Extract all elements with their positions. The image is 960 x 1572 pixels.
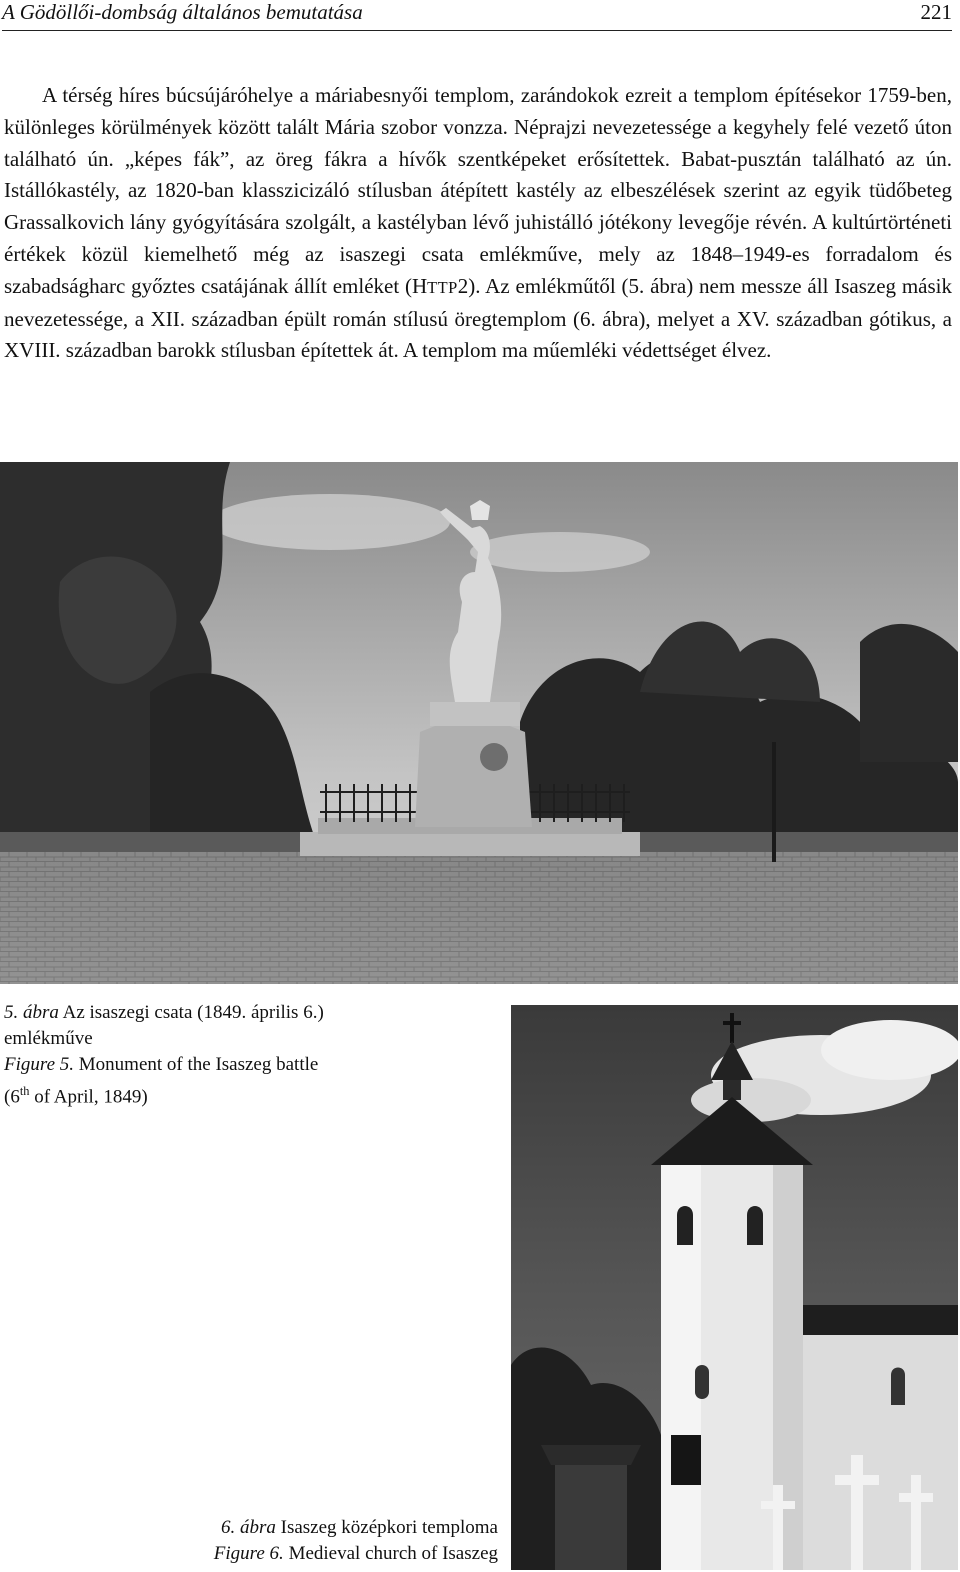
figure-5-date-post: of April, 1849) [34,1086,148,1108]
figure-5-caption-en-line-2 [4,1078,404,1110]
figure-6-label-en: Figure 6. [213,1543,284,1564]
running-title: A Gödöllői-dombság általános bemutatása [2,0,363,24]
citation-smallcaps: TTP [427,277,458,297]
body-text-part-1: A térség híres búcsújáróhelye a máriabesnyői templom, zarándokok ezreit a templom építésekor 1759-ben, különleges körülmények között talált Mária szobor vonzza. Néprajzi nevezetessége a kegyhely felé vezető úton található ún. „képes fák”, az öreg fákra a hívők szentképeket erősítettek. Babat-pusztán található az ún. Istállókastély, az 1820-ban klasszicizáló stílusban átépített kastély az elbeszélések szerint az egyik tüdőbeteg Grassalkovich lány gyógyítására szolgált, a kastélyban lévő juhistálló jótékony levegője révén. A kultúrtörténeti értékek közül kiemelhető még az isaszegi csata emlékműve, mely az 1848–1949-es forradalom és szabadságharc győztes csatájának állít emléket ( [4,83,952,298]
figure-5-photo [0,462,958,984]
figure-5-date-sup: th [19,1084,30,1098]
figure-5-caption [4,1000,404,1110]
figure-6-label-hu: 6. ábra [220,1517,276,1538]
figure-5-text-hu-a: Az isaszegi csata (1849. április 6.) [62,1002,324,1023]
citation-number: 2 [457,273,469,298]
running-header [2,0,952,31]
figure-6-caption [100,1515,498,1567]
body-text-part-2: ). Az emlékműtől (5. ábra) nem messze áll Isaszeg másik nevezetessége, a XII. században épült román stílusú öregtemplom (6. ábra), melyet a XV. században gótikus, a XVIII. században barokk stílusban építettek át. A templom ma műemléki védettséget élvez. [4,273,952,363]
figure-5-label-hu: 5. ábra [4,1002,59,1023]
figure-5-text-en-a: Monument of the Isaszeg battle [78,1054,319,1075]
figure-5-text-hu-b: emlékműve [4,1028,93,1049]
figure-6-text-hu: Isaszeg középkori temploma [280,1517,498,1538]
figure-5-label-en: Figure 5. [4,1054,75,1075]
figure-6-caption-hu [100,1515,498,1541]
figure-5-caption-hu-line-1 [4,1000,404,1026]
body-paragraph [4,80,952,367]
figure-5-caption-en-line-1 [4,1052,404,1078]
figure-6-text-en: Medieval church of Isaszeg [288,1543,498,1564]
figure-5-date-pre: (6 [4,1086,20,1108]
citation-h: H [412,273,428,298]
figure-6-caption-en [100,1541,498,1567]
page-number: 221 [920,0,952,24]
figure-6-photo [511,1005,958,1570]
